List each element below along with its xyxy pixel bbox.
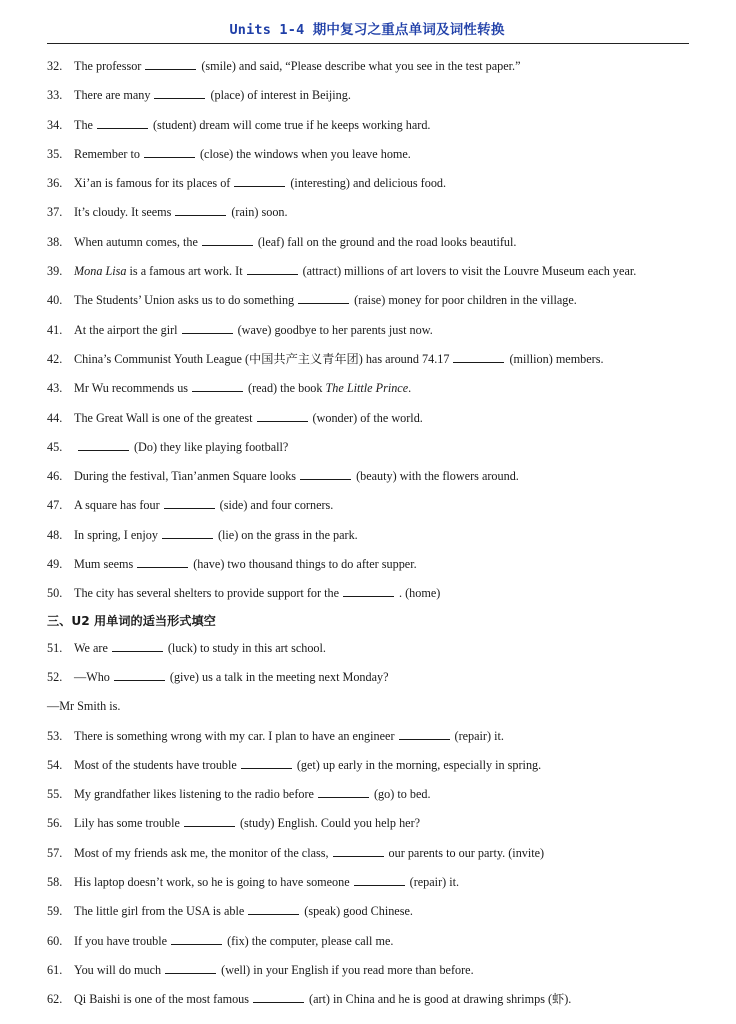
question-hint-text: (get) up early in the morning, especially in spring.: [296, 757, 542, 772]
question-hint-text: (study) English. Could you help her?: [239, 816, 421, 831]
question-item: [47, 927, 697, 956]
question-item: [47, 316, 697, 345]
question-hint-text: (wave) goodbye to her parents just now.: [237, 322, 433, 337]
question-hint-text: (interesting) and delicious food.: [290, 176, 447, 191]
answer-blank[interactable]: [171, 934, 222, 945]
question-number: 47.: [47, 498, 63, 513]
answer-blank[interactable]: [154, 88, 205, 99]
answer-blank[interactable]: [354, 875, 405, 886]
question-text: Qi Baishi is one of the most famous: [74, 992, 250, 1007]
question-hint-text: (raise) money for poor children in the village.: [354, 293, 577, 308]
question-item: [47, 81, 697, 110]
question-item: [47, 404, 697, 433]
question-number: 36.: [47, 176, 63, 191]
question-number: 61.: [47, 962, 63, 977]
answer-blank[interactable]: [162, 528, 213, 539]
question-item: [47, 111, 697, 140]
question-hint-text: (million) members.: [509, 351, 604, 366]
exercise-content: [47, 52, 697, 1015]
question-hint-text: (beauty) with the flowers around.: [356, 469, 519, 484]
question-hint-text: (attract) millions of art lovers to visit the Louvre Museum each year.: [302, 264, 637, 279]
question-hint-text: (Do) they like playing football?: [134, 439, 289, 454]
question-hint-text: (repair) it.: [454, 728, 504, 743]
question-text: There is something wrong with my car. I plan to have an engineer: [74, 728, 395, 743]
question-item: [47, 140, 697, 169]
question-hint-text: (read) the book: [248, 381, 323, 396]
answer-blank[interactable]: [114, 670, 165, 681]
answer-blank[interactable]: [234, 176, 285, 187]
question-text: Mum seems: [74, 557, 134, 572]
question-number: 34.: [47, 117, 63, 132]
question-number: 44.: [47, 410, 63, 425]
answer-blank[interactable]: [202, 235, 253, 246]
question-number: 54.: [47, 757, 63, 772]
question-hint-text: (lie) on the grass in the park.: [217, 527, 358, 542]
question-hint-text: (wonder) of the world.: [312, 410, 423, 425]
question-hint-text: our parents to our party. (invite): [388, 845, 545, 860]
question-text: Most of my friends ask me, the monitor of the class,: [74, 845, 329, 860]
question-hint-text: (student) dream will come true if he keeps working hard.: [152, 117, 431, 132]
question-text: Most of the students have trouble: [74, 757, 237, 772]
answer-blank[interactable]: [137, 557, 188, 568]
question-text: The Students’ Union asks us to do something: [74, 293, 295, 308]
question-item: [47, 579, 697, 608]
answer-blank[interactable]: [257, 411, 308, 422]
question-item: [47, 839, 697, 868]
question-item: [47, 897, 697, 926]
answer-blank[interactable]: [165, 963, 216, 974]
question-item: [47, 634, 697, 663]
answer-blank[interactable]: [343, 586, 394, 597]
question-text: We are: [74, 640, 108, 655]
question-hint-text: (side) and four corners.: [219, 498, 334, 513]
question-hint-text: (place) of interest in Beijing.: [210, 88, 351, 103]
question-text: The Great Wall is one of the greatest: [74, 410, 253, 425]
question-number: 32.: [47, 59, 63, 73]
question-item: [47, 809, 697, 838]
question-hint-text: (close) the windows when you leave home.: [200, 146, 411, 161]
question-number: 51.: [47, 640, 63, 655]
question-hint-text: (smile) and said, “Please describe what you see in the test paper.”: [201, 59, 521, 73]
question-number: 38.: [47, 234, 63, 249]
answer-blank[interactable]: [184, 816, 235, 827]
answer-blank[interactable]: [248, 904, 299, 915]
question-item: [47, 374, 697, 403]
question-item: [47, 780, 697, 809]
answer-blank[interactable]: [182, 323, 233, 334]
question-number: 46.: [47, 469, 63, 484]
question-text: Lily has some trouble: [74, 816, 180, 831]
question-number: 42.: [47, 351, 63, 366]
question-number: 53.: [47, 728, 63, 743]
question-item: [47, 985, 697, 1014]
answer-blank[interactable]: [333, 846, 384, 857]
question-text: His laptop doesn’t work, so he is going to have someone: [74, 875, 350, 890]
question-hint-text: (fix) the computer, please call me.: [227, 933, 394, 948]
question-item: [47, 550, 697, 579]
answer-blank[interactable]: [164, 498, 215, 509]
question-text: The professor: [74, 59, 142, 73]
question-text: —Mr Smith is.: [47, 699, 121, 714]
question-number: 41.: [47, 322, 63, 337]
answer-blank[interactable]: [298, 293, 349, 304]
question-item: [47, 956, 697, 985]
question-hint-text: (repair) it.: [409, 875, 460, 890]
question-number: 49.: [47, 557, 63, 572]
question-number: 50.: [47, 586, 63, 601]
question-text: The little girl from the USA is able: [74, 904, 245, 919]
italic-book-title: The Little Prince: [325, 381, 409, 396]
question-text: My grandfather likes listening to the radio before: [74, 787, 314, 802]
question-text: There are many: [74, 88, 151, 103]
question-number: 40.: [47, 293, 63, 308]
answer-blank[interactable]: [97, 118, 148, 129]
question-number: 62.: [47, 992, 63, 1007]
question-number: 56.: [47, 816, 63, 831]
question-hint-text: (rain) soon.: [231, 205, 288, 220]
question-item: [47, 692, 697, 721]
italic-title: Mona Lisa: [74, 264, 127, 279]
question-text: A square has four: [74, 498, 160, 513]
answer-blank[interactable]: [453, 352, 504, 363]
answer-blank[interactable]: [192, 381, 243, 392]
question-text: You will do much: [74, 962, 162, 977]
question-number: 35.: [47, 146, 63, 161]
question-item: [47, 751, 697, 780]
question-item: [47, 198, 697, 227]
question-list-part-a: [47, 52, 697, 609]
question-text: The: [74, 117, 93, 132]
question-item: [47, 663, 697, 692]
answer-blank[interactable]: [145, 59, 196, 70]
question-text: China’s Communist Youth League (中国共产主义青年团) has around 74.17: [74, 351, 450, 366]
question-item: [47, 345, 697, 374]
question-item: [47, 868, 697, 897]
header-divider: [47, 43, 689, 44]
question-hint-text: (speak) good Chinese.: [304, 904, 413, 919]
question-number: 52.: [47, 669, 63, 684]
question-end-punctuation: .: [408, 381, 412, 396]
question-text: is a famous art work. It: [129, 264, 243, 279]
question-text: Mr Wu recommends us: [74, 381, 189, 396]
question-hint-text: (leaf) fall on the ground and the road looks beautiful.: [257, 234, 517, 249]
answer-blank[interactable]: [112, 641, 163, 652]
question-number: 59.: [47, 904, 63, 919]
question-number: 58.: [47, 875, 63, 890]
question-text: Xi’an is famous for its places of: [74, 176, 231, 191]
question-list-part-b: [47, 634, 697, 1015]
question-number: 45.: [47, 439, 63, 454]
answer-blank[interactable]: [399, 729, 450, 740]
answer-blank[interactable]: [300, 469, 351, 480]
question-item: [47, 52, 697, 81]
question-hint-text: (well) in your English if you read more than before.: [221, 962, 474, 977]
question-item: [47, 491, 697, 520]
answer-blank[interactable]: [318, 787, 369, 798]
question-number: 33.: [47, 88, 63, 103]
question-text: It’s cloudy. It seems: [74, 205, 172, 220]
answer-blank[interactable]: [253, 992, 304, 1003]
question-text: In spring, I enjoy: [74, 527, 158, 542]
answer-blank[interactable]: [175, 205, 226, 216]
answer-blank[interactable]: [78, 440, 129, 451]
question-hint-text: (art) in China and he is good at drawing shrimps (虾).: [309, 992, 572, 1007]
question-item: [47, 228, 697, 257]
question-item: [47, 169, 697, 198]
question-number: 48.: [47, 527, 63, 542]
question-item: [47, 462, 697, 491]
answer-blank[interactable]: [241, 758, 292, 769]
question-hint-text: (give) us a talk in the meeting next Monday?: [169, 669, 389, 684]
question-item: [47, 257, 697, 286]
question-text: The city has several shelters to provide support for the: [74, 586, 340, 601]
question-number: 55.: [47, 787, 63, 802]
question-item: [47, 433, 697, 462]
question-hint-text: (luck) to study in this art school.: [167, 640, 326, 655]
question-text: When autumn comes, the: [74, 234, 198, 249]
question-text: —Who: [74, 669, 110, 684]
question-text: During the festival, Tian’anmen Square looks: [74, 469, 297, 484]
question-number: 43.: [47, 381, 63, 396]
question-item: [47, 521, 697, 550]
page-header: [47, 16, 687, 44]
question-text: Remember to: [74, 146, 140, 161]
question-number: 39.: [47, 264, 63, 279]
question-text: If you have trouble: [74, 933, 168, 948]
question-number: 37.: [47, 205, 63, 220]
question-hint-text: . (home): [399, 586, 441, 601]
answer-blank[interactable]: [247, 264, 298, 275]
question-hint-text: (go) to bed.: [373, 787, 431, 802]
question-item: [47, 286, 697, 315]
question-number: 57.: [47, 845, 63, 860]
question-text: At the airport the girl: [74, 322, 178, 337]
page-title: Units 1-4 期中复习之重点单词及词性转换: [229, 22, 505, 38]
question-number: 60.: [47, 933, 63, 948]
section-heading: 三、U2 用单词的适当形式填空: [47, 613, 216, 628]
question-item: [47, 722, 697, 751]
answer-blank[interactable]: [144, 147, 195, 158]
question-hint-text: (have) two thousand things to do after supper.: [193, 557, 417, 572]
